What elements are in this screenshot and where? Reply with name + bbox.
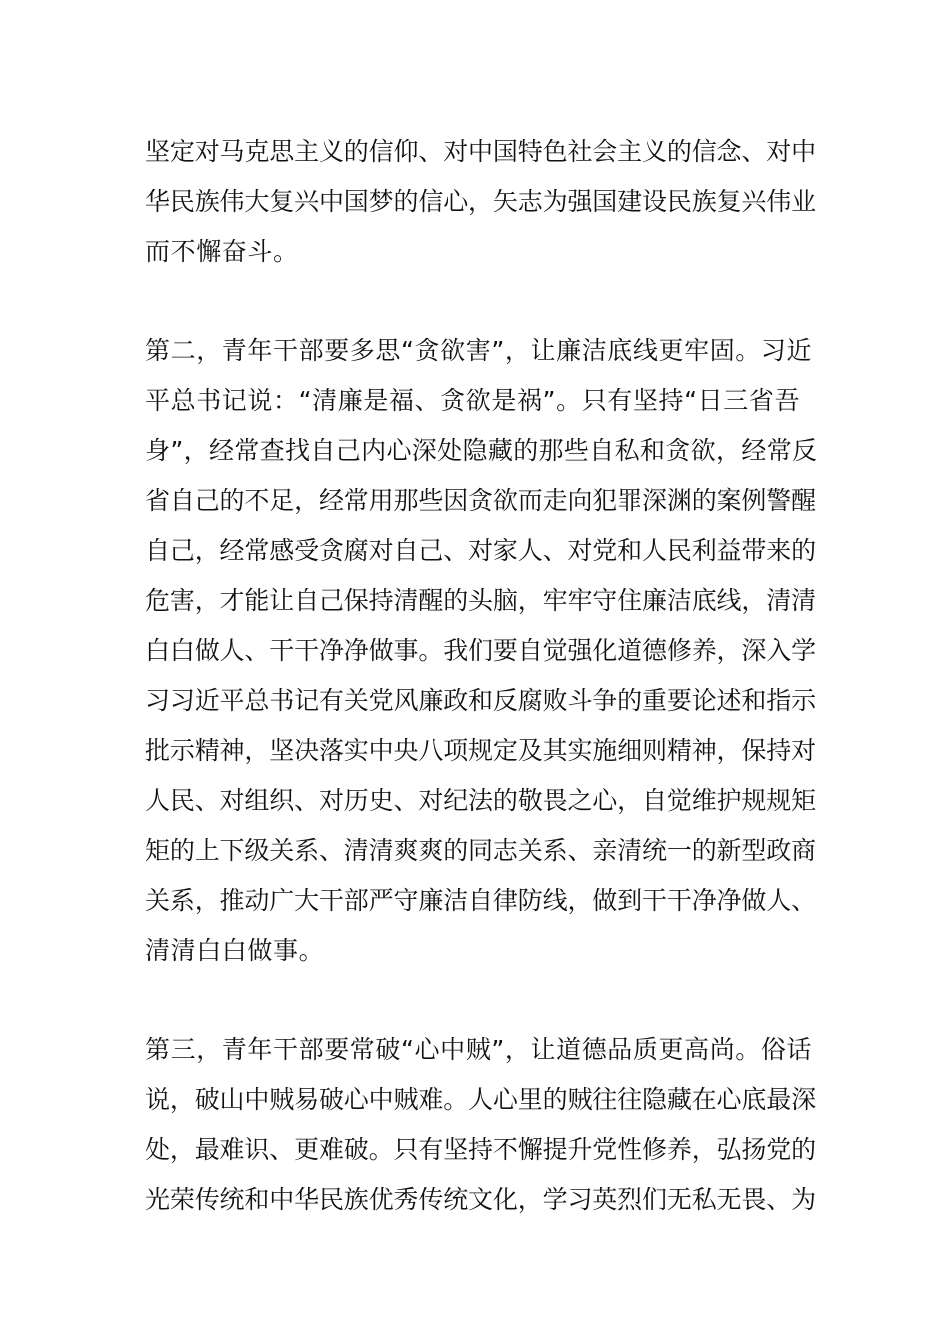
text-line: 人民、对组织、对历史、对纪法的敬畏之心，自觉维护规规矩: [145, 786, 816, 815]
text-line: 自己，经常感受贪腐对自己、对家人、对党和人民利益带来的: [145, 536, 816, 565]
text-line: 光荣传统和中华民族优秀传统文化，学习英烈们无私无畏、为: [145, 1185, 816, 1214]
text-line: 第三，青年干部要常破“心中贼”，让道德品质更高尚。俗话: [145, 1035, 813, 1064]
text-line: 习习近平总书记有关党风廉政和反腐败斗争的重要论述和指示: [145, 686, 816, 715]
text-line: 处，最难识、更难破。只有坚持不懈提升党性修养，弘扬党的: [145, 1135, 816, 1164]
text-line: 省自己的不足，经常用那些因贪欲而走向犯罪深渊的案例警醒: [145, 486, 816, 515]
text-line: 说，破山中贼易破心中贼难。人心里的贼往往隐藏在心底最深: [145, 1085, 816, 1114]
text-line: 矩的上下级关系、清清爽爽的同志关系、亲清统一的新型政商: [145, 836, 816, 865]
text-line: 危害，才能让自己保持清醒的头脑，牢牢守住廉洁底线，清清: [145, 586, 816, 615]
text-line: 华民族伟大复兴中国梦的信心，矢志为强国建设民族复兴伟业: [145, 187, 816, 216]
text-line: 清清白白做事。: [145, 936, 325, 965]
text-line: 白白做人、干干净净做事。我们要自觉强化道德修养，深入学: [145, 636, 816, 665]
text-line: 关系，推动广大干部严守廉洁自律防线，做到干干净净做人、: [145, 886, 816, 915]
text-line: 身”，经常查找自己内心深处隐藏的那些自私和贪欲，经常反: [145, 436, 818, 465]
text-line: 第二，青年干部要多思“贪欲害”，让廉洁底线更牢固。习近: [145, 336, 813, 365]
text-line: 而不懈奋斗。: [145, 237, 299, 266]
text-line: 批示精神，坚决落实中央八项规定及其实施细则精神，保持对: [145, 736, 816, 765]
text-line: 平总书记说：“清廉是福、贪欲是祸”。只有坚持“日三省吾: [145, 386, 801, 415]
text-line: 坚定对马克思主义的信仰、对中国特色社会主义的信念、对中: [145, 137, 816, 166]
